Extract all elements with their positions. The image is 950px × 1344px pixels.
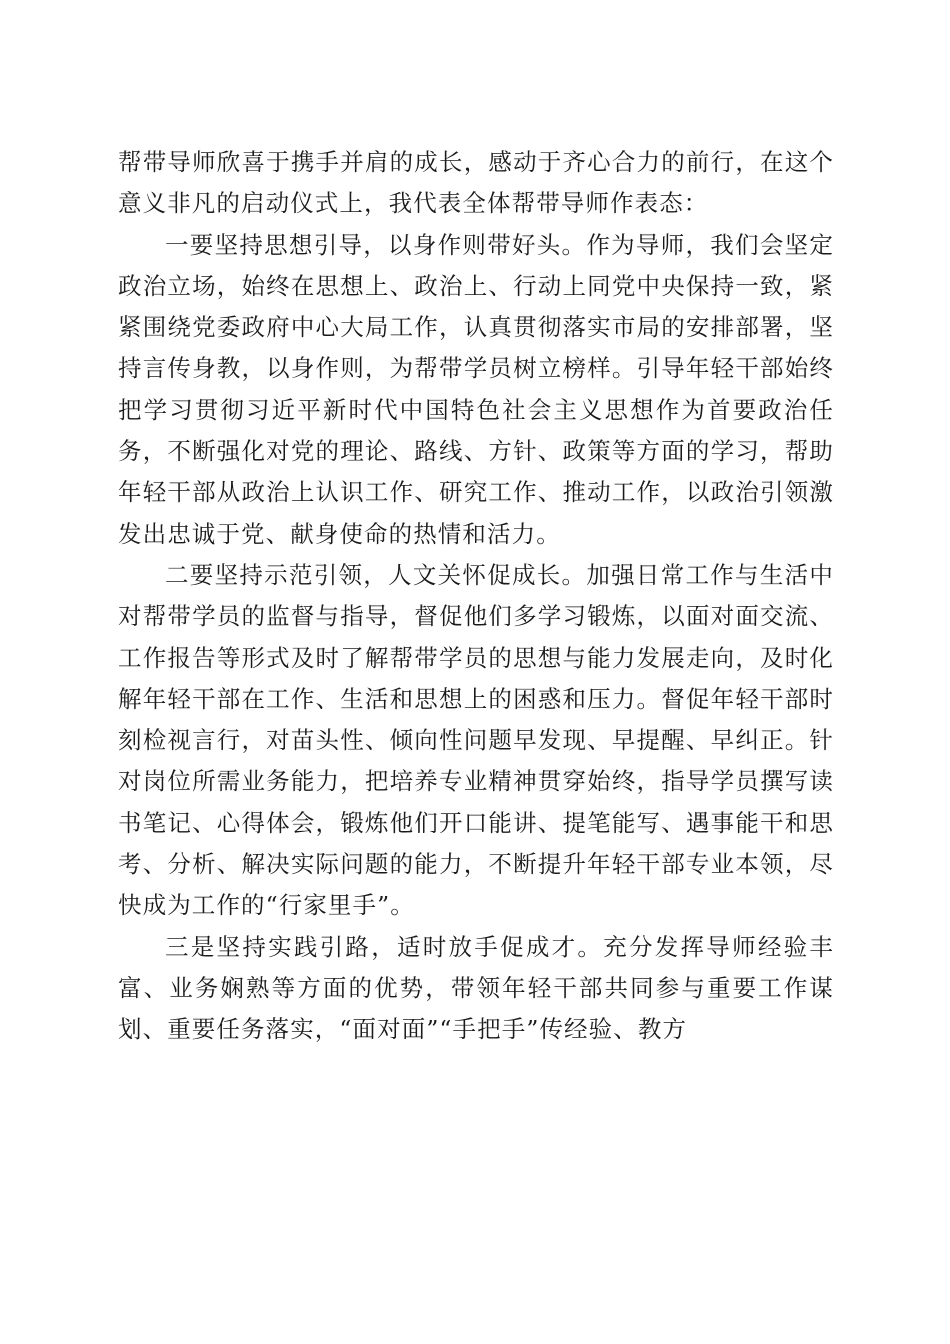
paragraph-opening-text: 帮带导师欣喜于携手并肩的成长，感动于齐心合力的前行，在这个意义非凡的启动仪式上，我代表全体帮带导师作表态： (118, 148, 834, 218)
document-body (118, 142, 834, 1051)
paragraph-point-one-lead: 一要坚持思想引导，以身作则带好头。 (165, 230, 587, 259)
paragraph-point-three-lead: 三是坚持实践引路，适时放手促成才。 (165, 932, 604, 961)
paragraph-point-two-text: 加强日常工作与生活中对帮带学员的监督与指导，督促他们多学习锻炼，以面对面交流、工作报告等形式及时了解帮带学员的思想与能力发展走向，及时化解年轻干部在工作、生活和思想上的困惑和压力。督促年轻干部时刻检视言行，对苗头性、倾向性问题早发现、早提醒、早纠正。针对岗位所需业务能力，把培养专业精神贯穿始终，指导学员撰写读书笔记、心得体会，锻炼他们开口能讲、提笔能写、遇事能干和思考、分析、解决实际问题的能力，不断提升年轻干部专业本领，尽快成为工作的“行家里手”。 (118, 560, 835, 920)
paragraph-point-one-text: 作为导师，我们会坚定政治立场，始终在思想上、政治上、行动上同党中央保持一致，紧紧围绕党委政府中心大局工作，认真贯彻落实市局的安排部署，坚持言传身教，以身作则，为帮带学员树立榜样。引导年轻干部始终把学习贯彻习近平新时代中国特色社会主义思想作为首要政治任务，不断强化对党的理论、路线、方针、政策等方面的学习，帮助年轻干部从政治上认识工作、研究工作、推动工作，以政治引领激发出忠诚于党、献身使命的热情和活力。 (118, 230, 835, 548)
paragraph-point-three-text: 充分发挥导师经验丰富、业务娴熟等方面的优势，带领年轻干部共同参与重要工作谋划、重要任务落实，“面对面”“手把手”传经验、教方 (118, 932, 834, 1044)
paragraph-point-three (118, 927, 834, 1051)
paragraph-opening (118, 142, 834, 225)
paragraph-point-one (118, 225, 834, 555)
paragraph-point-two (118, 555, 834, 927)
paragraph-point-two-lead: 二要坚持示范引领，人文关怀促成长。 (165, 560, 587, 589)
